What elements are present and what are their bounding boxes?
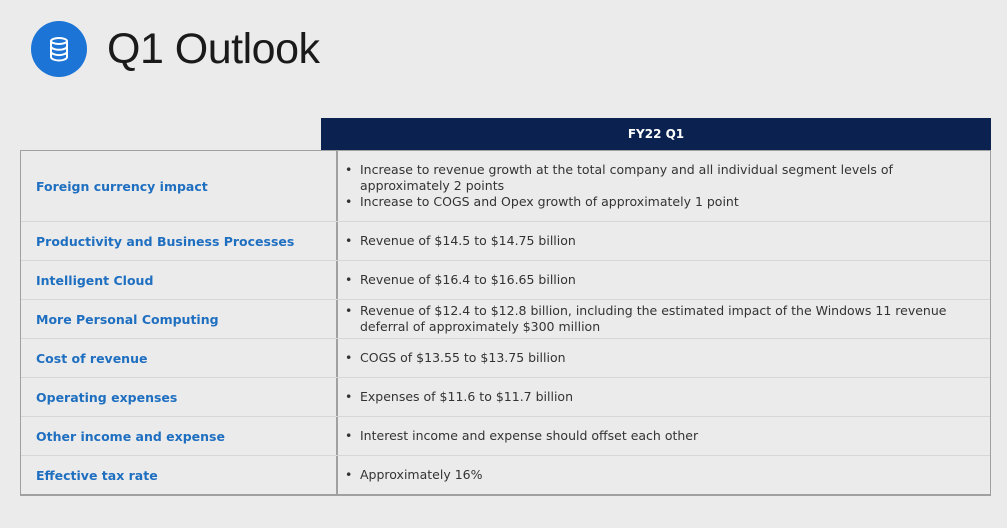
bullet-dot: • [345,350,353,365]
row-label: More Personal Computing [21,300,338,338]
bullet-item: • Increase to revenue growth at the total company and all individual segment levels of approximately 2 points [345,162,893,193]
table-row-cost-of-revenue [21,338,990,377]
database-icon [46,35,72,63]
table-row-operating-expenses [21,377,990,416]
outlook-table [20,150,991,496]
bullet-item: • Revenue of $16.4 to $16.65 billion [345,272,576,287]
row-label: Effective tax rate [21,456,338,494]
row-value [338,300,990,338]
bullet-dot: • [345,467,353,482]
row-label: Other income and expense [21,417,338,455]
table-row-more-personal-computing [21,299,990,338]
column-header-fy22-q1: FY22 Q1 [321,118,991,150]
row-label: Productivity and Business Processes [21,222,338,260]
bullet-item: • Approximately 16% [345,467,483,482]
row-label: Operating expenses [21,378,338,416]
page-title: Q1 Outlook [107,24,320,73]
row-label: Cost of revenue [21,339,338,377]
bullet-item: • Interest income and expense should offset each other [345,428,699,443]
row-value [338,378,990,416]
bullet-item: • COGS of $13.55 to $13.75 billion [345,350,566,365]
table-row-intelligent-cloud [21,260,990,299]
row-value [338,222,990,260]
bullet-dot: • [345,194,353,209]
bullet-dot: • [345,272,353,287]
bullet-dot: • [345,162,353,177]
row-label: Intelligent Cloud [21,261,338,299]
bullet-dot: • [345,233,353,248]
row-label: Foreign currency impact [21,151,338,221]
row-value [338,261,990,299]
row-value [338,339,990,377]
row-value [338,456,990,494]
bullet-dot: • [345,428,353,443]
row-value [338,151,990,221]
bullet-item: • Revenue of $14.5 to $14.75 billion [345,233,576,248]
bullet-item: • Expenses of $11.6 to $11.7 billion [345,389,573,404]
bullet-dot: • [345,389,353,404]
table-row-effective-tax-rate [21,455,990,494]
table-row-other-income-and-expense [21,416,990,455]
bullet-dot: • [345,303,353,318]
bullet-item: • Revenue of $12.4 to $12.8 billion, including the estimated impact of the Windows 11 revenue deferral of approximately $300 million [345,303,947,334]
table-row-productivity-and-business-processes [21,221,990,260]
slide-header [31,20,320,78]
logo-badge [31,21,87,77]
row-value [338,417,990,455]
bullet-item: • Increase to COGS and Opex growth of approximately 1 point [345,194,739,209]
table-row-foreign-currency-impact [21,151,990,221]
